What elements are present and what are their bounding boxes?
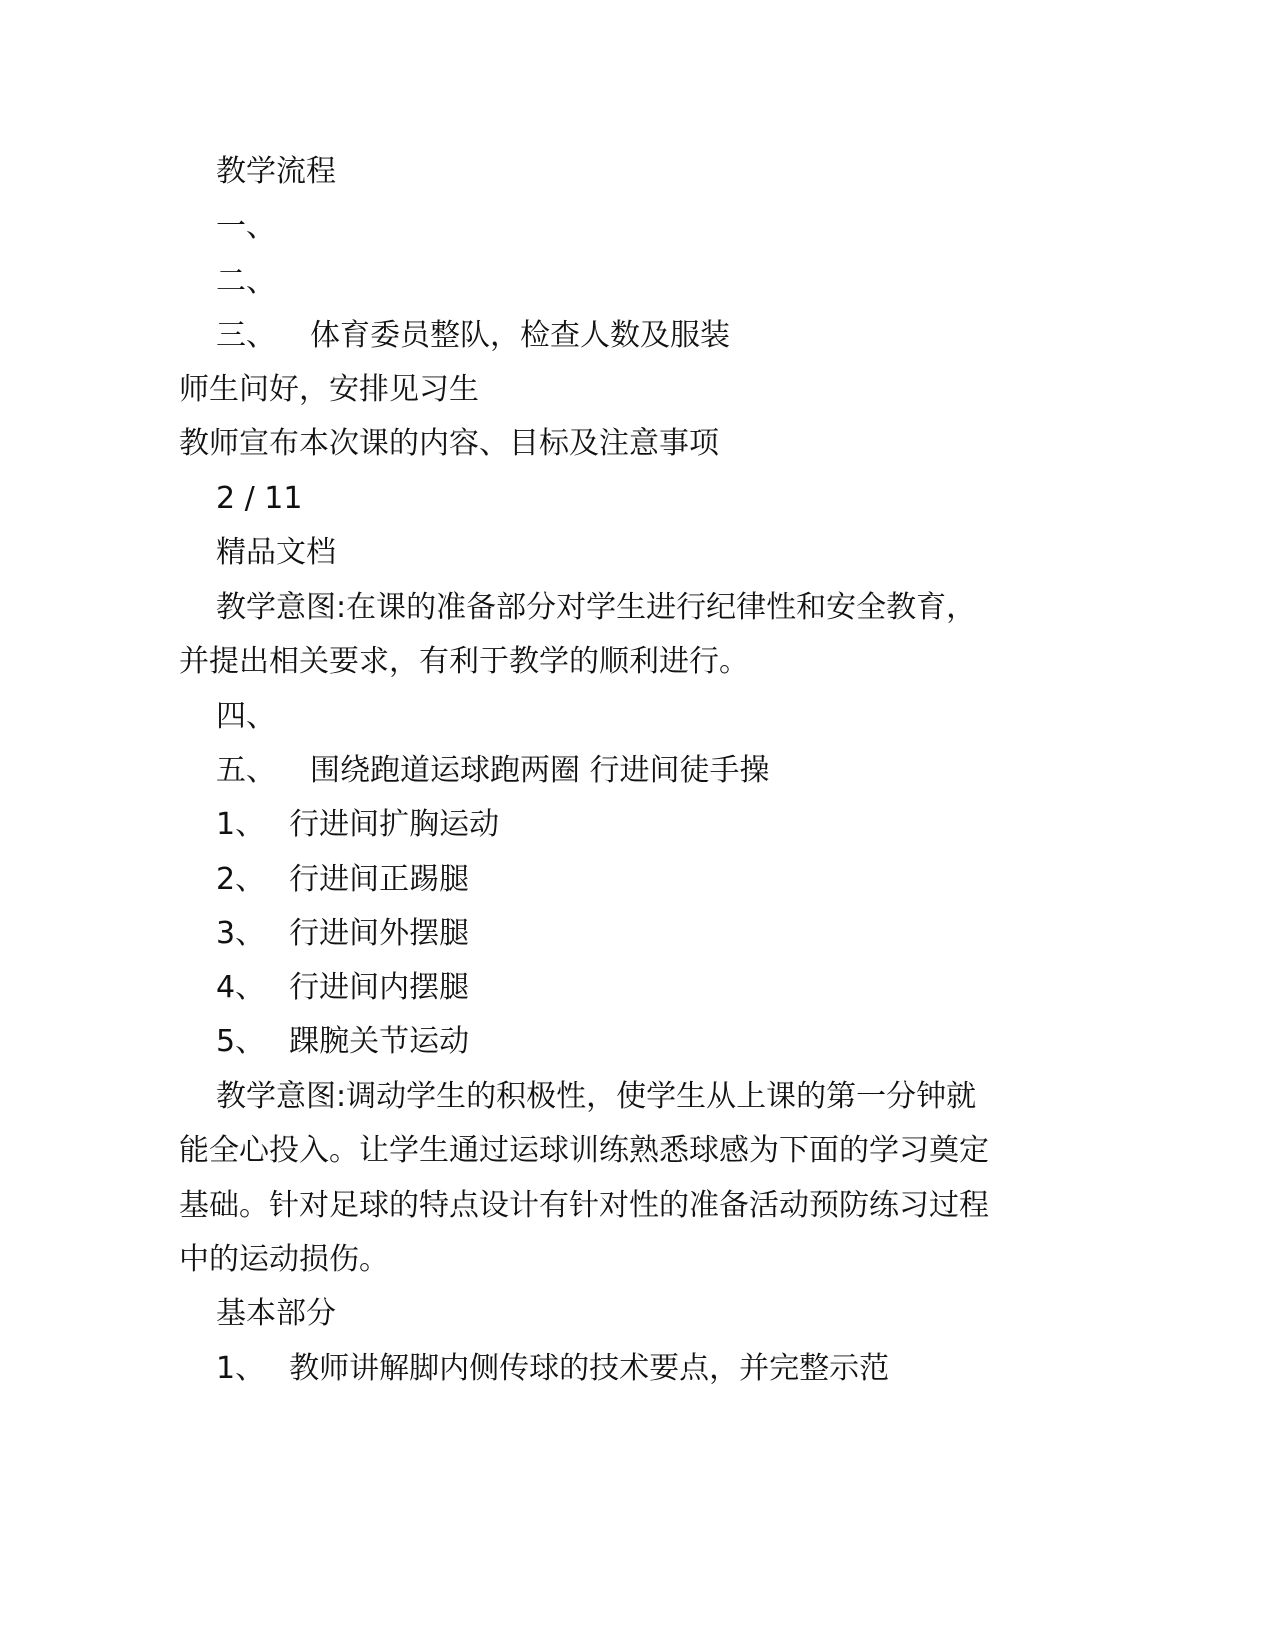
intent2-line2: 能全心投入。让学生通过运球训练熟悉球感为下面的学习奠定 (179, 1133, 989, 1168)
greeting-line: 师生问好，安排见习生 (179, 372, 479, 407)
exercise-text: 行进间内摆腿 (289, 970, 470, 1005)
exercise-text: 行进间扩胸运动 (289, 807, 500, 842)
list-item-4: 四、 (216, 699, 276, 734)
list-item-5-marker: 五、 (216, 753, 276, 788)
exercise-item (216, 805, 499, 845)
intent2-line3: 基础。针对足球的特点设计有针对性的准备活动预防练习过程 (179, 1188, 989, 1223)
list-item-3-text: 体育委员整队，检查人数及服装 (310, 318, 730, 353)
list-item-5 (216, 751, 770, 791)
intent2-line1: 教学意图:调动学生的积极性，使学生从上课的第一分钟就 (216, 1079, 977, 1114)
announce-line: 教师宣布本次课的内容、目标及注意事项 (179, 426, 719, 461)
section-heading: 教学流程 (216, 154, 336, 189)
exercise-number: 5、 (216, 1024, 266, 1059)
basic-item-1-number: 1、 (216, 1351, 266, 1386)
basic-section-heading: 基本部分 (216, 1296, 336, 1331)
page-number: 2 / 11 (216, 481, 303, 516)
intent2-line4: 中的运动损伤。 (179, 1242, 389, 1277)
exercise-number: 1、 (216, 807, 266, 842)
watermark-text: 精品文档 (216, 535, 336, 570)
intent1-line2: 并提出相关要求，有利于教学的顺利进行。 (179, 644, 749, 679)
exercise-item (216, 968, 469, 1008)
exercise-item (216, 1022, 469, 1062)
exercise-number: 4、 (216, 970, 266, 1005)
exercise-text: 行进间正踢腿 (289, 862, 470, 897)
intent1-line1: 教学意图:在课的准备部分对学生进行纪律性和安全教育， (216, 590, 977, 625)
exercise-text: 踝腕关节运动 (289, 1024, 470, 1059)
exercise-text: 行进间外摆腿 (289, 916, 470, 951)
list-item-3 (216, 316, 730, 356)
list-item-3-marker: 三、 (216, 318, 276, 353)
exercise-number: 2、 (216, 862, 266, 897)
exercise-item (216, 860, 469, 900)
list-item-5-text: 围绕跑道运球跑两圈 行进间徒手操 (310, 753, 770, 788)
list-item-2: 二、 (216, 264, 276, 299)
basic-item-1-text: 教师讲解脚内侧传球的技术要点，并完整示范 (289, 1351, 890, 1386)
basic-item-1 (216, 1349, 889, 1389)
list-item-1: 一、 (216, 209, 276, 244)
exercise-item (216, 914, 469, 954)
exercise-number: 3、 (216, 916, 266, 951)
